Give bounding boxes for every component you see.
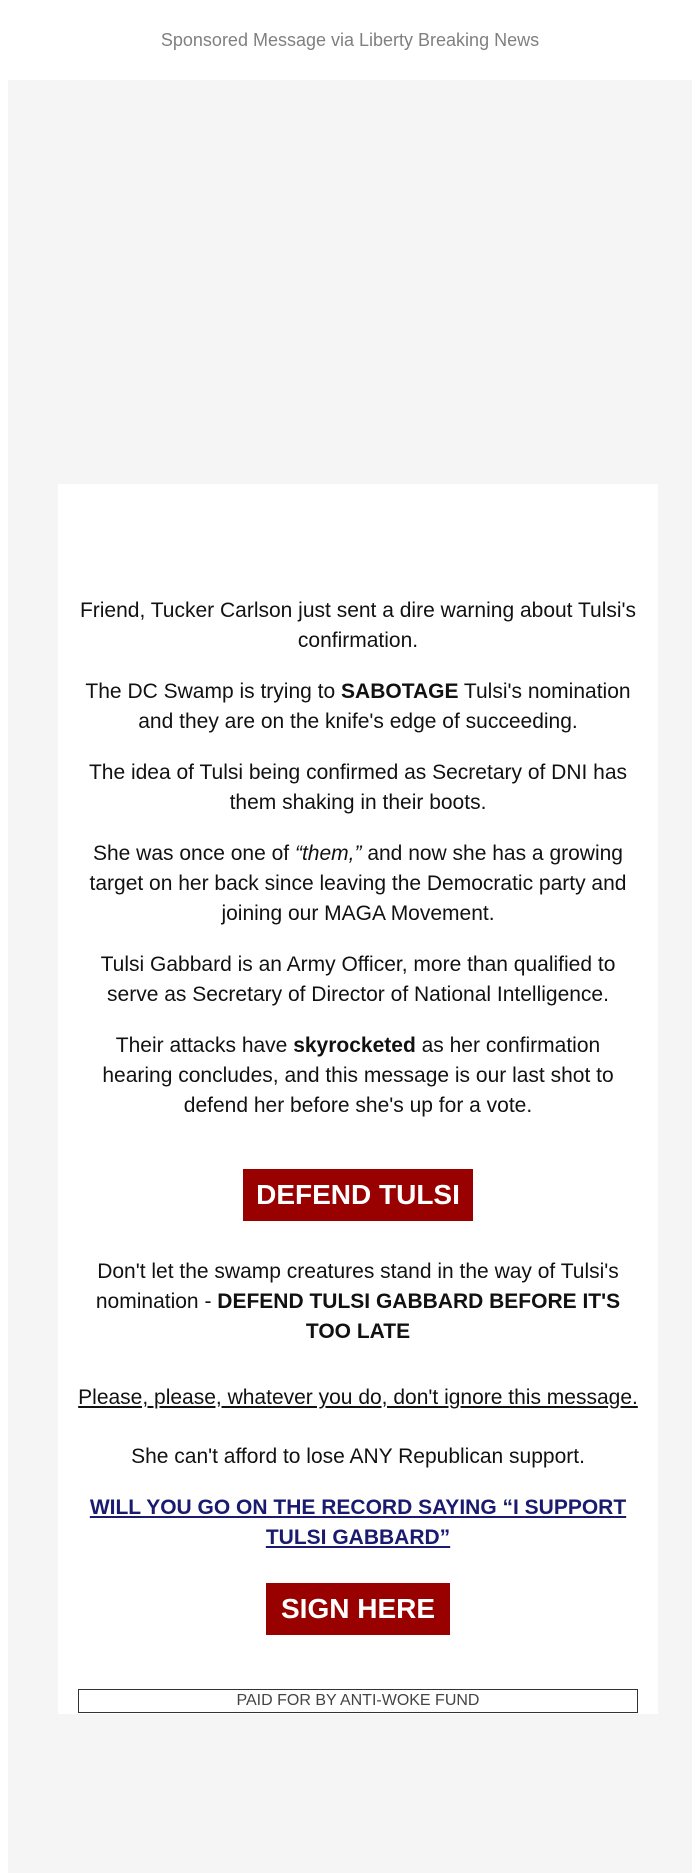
them-italic: “them,” — [294, 842, 362, 865]
paid-for-disclaimer: PAID FOR BY ANTI-WOKE FUND — [78, 1689, 638, 1713]
paragraph-shaking — [78, 758, 638, 818]
sponsored-header — [0, 0, 700, 80]
paragraph-please-text: Please, please, whatever you do, don't ignore this message. — [78, 1386, 638, 1409]
sign-button-wrap — [78, 1583, 638, 1635]
paragraph-attacks-text-b: as her confirmation hearing concludes, and this message is our last shot to defend her before she's up for a vote. — [102, 1034, 614, 1117]
paragraph-afford-text: She can't afford to lose ANY Republican support. — [131, 1445, 585, 1468]
paragraph-them-text-a: She was once one of — [92, 842, 295, 865]
email-card — [58, 484, 658, 1714]
paragraph-sabotage — [78, 677, 638, 737]
sign-here-button[interactable]: SIGN HERE — [266, 1583, 450, 1635]
paragraph-afford — [78, 1442, 638, 1472]
sabotage-bold: SABOTAGE — [341, 680, 459, 703]
paragraph-warning — [78, 596, 638, 656]
email-content — [78, 596, 638, 1635]
paragraph-them — [78, 839, 638, 929]
defend-tulsi-button[interactable]: DEFEND TULSI — [243, 1169, 473, 1221]
defend-button-wrap — [78, 1169, 638, 1257]
paragraph-nomination — [78, 1257, 638, 1347]
paragraph-warning-text: Friend, Tucker Carlson just sent a dire warning about Tulsi's confirmation. — [79, 599, 637, 652]
sponsored-text: Sponsored Message via Liberty Breaking News — [160, 29, 540, 50]
email-outer-container — [8, 80, 692, 1873]
paragraph-sabotage-text-b: Tulsi's nomination and they are on the knife's edge of succeeding. — [138, 680, 631, 733]
paragraph-sabotage-text-a: The DC Swamp is trying to — [85, 680, 342, 703]
paragraph-them-text-b: and now she has a growing target on her back since leaving the Democratic party and joining our MAGA Movement. — [89, 842, 627, 925]
paragraph-army-officer-text: Tulsi Gabbard is an Army Officer, more than qualified to serve as Secretary of Director of National Intelligence. — [100, 953, 616, 1006]
paragraph-attacks — [78, 1031, 638, 1121]
defend-before-late-bold: DEFEND TULSI GABBARD BEFORE IT'S TOO LATE — [217, 1290, 621, 1343]
skyrocketed-bold: skyrocketed — [293, 1034, 416, 1057]
on-the-record-link[interactable]: WILL YOU GO ON THE RECORD SAYING “I SUPPORT TULSI GABBARD” — [89, 1496, 627, 1549]
paragraph-attacks-text-a: Their attacks have — [115, 1034, 294, 1057]
paragraph-nomination-text-a: Don't let the swamp creatures stand in the way of Tulsi's nomination - — [95, 1260, 619, 1313]
paragraph-please — [78, 1383, 638, 1413]
paragraph-shaking-text: The idea of Tulsi being confirmed as Secretary of DNI has them shaking in their boots. — [88, 761, 628, 814]
paragraph-army-officer — [78, 950, 638, 1010]
